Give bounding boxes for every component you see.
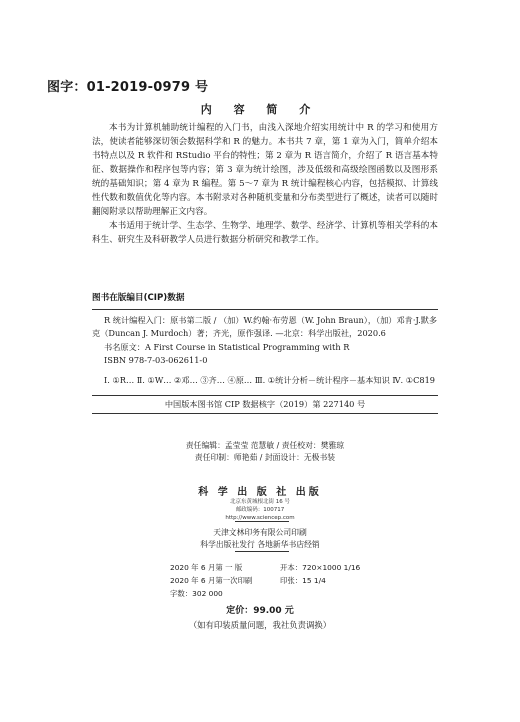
divider xyxy=(235,551,289,552)
price: 定价：99.00 元 xyxy=(226,606,294,616)
cip-number: 中国版本图书馆 CIP 数据核字（2019）第 227140 号 xyxy=(92,395,438,415)
registration-number: 图字：01-2019-0979 号 xyxy=(47,80,209,95)
distribution: 科学出版社发行 各地新华书店经销 xyxy=(200,540,320,549)
cip-title-line: R 统计编程入门：原书第二版 / （加）W.约翰·布劳恩（W. John Braun），（加）邓肯·J.默多克（Duncan J. Murdoch）著；齐光，原作强译. —北京：科学出版社，2020.6 xyxy=(92,314,438,339)
printer-name: 天津文林印务有限公司印刷 xyxy=(213,528,307,537)
publisher-postcode: 邮政编码：100717 xyxy=(235,507,285,513)
publisher-website: http://www.sciencep.com xyxy=(225,515,295,521)
quality-notice: （如有印装质量问题，我社负责调换） xyxy=(188,620,332,630)
publisher-address: 北京东黄城根北街 16 号 xyxy=(230,499,290,505)
intro-paragraph-1: 本书为计算机辅助统计编程的入门书，由浅入深地介绍实用统计中 R 的学习和使用方法，使读者能够深切领会数据科学和 R 的魅力。本书共 7 章，第 1 章为入门，简单介绍本书特点以及 R 软件和 RStudio 平台的特性；第 2 章为 R 语言简介，介绍了 R 语言基本特征、数据操作和程序包等内容；第 3 章为统计绘图，涉及低级和高级绘图函数以及图形系统的基础知识；第 4 章为 R 编程。第 5～7 章为 R 统计编程核心内容，包括模拟、计算线性代数和数值优化等内容。本书附录对各种随机变量和分布类型进行了概述，读者可以随时翻阅附录以帮助理解正文内容。 xyxy=(92,123,438,217)
credits-editors: 责任编辑：孟莹莹 范慧敏 / 责任校对：樊雅琼 xyxy=(185,441,345,450)
intro-section xyxy=(92,121,438,247)
divider xyxy=(235,521,289,522)
edition-row xyxy=(170,561,370,574)
cip-heading: 图书在版编目(CIP)数据 xyxy=(92,292,438,310)
cip-classification: Ⅰ. ①R… Ⅱ. ①W… ②邓… ③齐… ④原… Ⅲ. ①统计分析－统计程序－基本知识 Ⅳ. ①C819 xyxy=(104,374,435,385)
printing-date: 2020 年 6 月第一次印刷 xyxy=(170,576,253,585)
cip-original-title: 书名原文：A First Course in Statistical Programming with R xyxy=(104,341,350,352)
cip-block xyxy=(92,292,438,414)
format-size: 开本：720×1000 1/16 xyxy=(280,563,361,572)
sheets: 印张：15 1/4 xyxy=(280,576,326,585)
publisher-block xyxy=(0,483,520,522)
printer-block xyxy=(0,527,520,551)
intro-paragraph-2: 本书适用于统计学、生态学、生物学、地理学、数学、经济学、计算机等相关学科的本科生、研究生及科研教学人员进行数据分析研究和教学工作。 xyxy=(92,221,438,245)
word-count: 字数：302 000 xyxy=(170,589,223,598)
publisher-name: 科 学 出 版 社 出版 xyxy=(198,487,322,498)
cip-isbn: ISBN 978-7-03-062611-0 xyxy=(104,355,208,366)
edition-row xyxy=(170,587,370,600)
edition-table xyxy=(170,561,370,600)
edition-row xyxy=(170,574,370,587)
credits-block xyxy=(92,440,438,464)
credits-production: 责任印制：师艳茹 / 封面设计：无极书装 xyxy=(194,453,336,462)
edition-date: 2020 年 6 月第 一 版 xyxy=(170,563,243,572)
section-title: 内 容 简 介 xyxy=(200,103,320,116)
